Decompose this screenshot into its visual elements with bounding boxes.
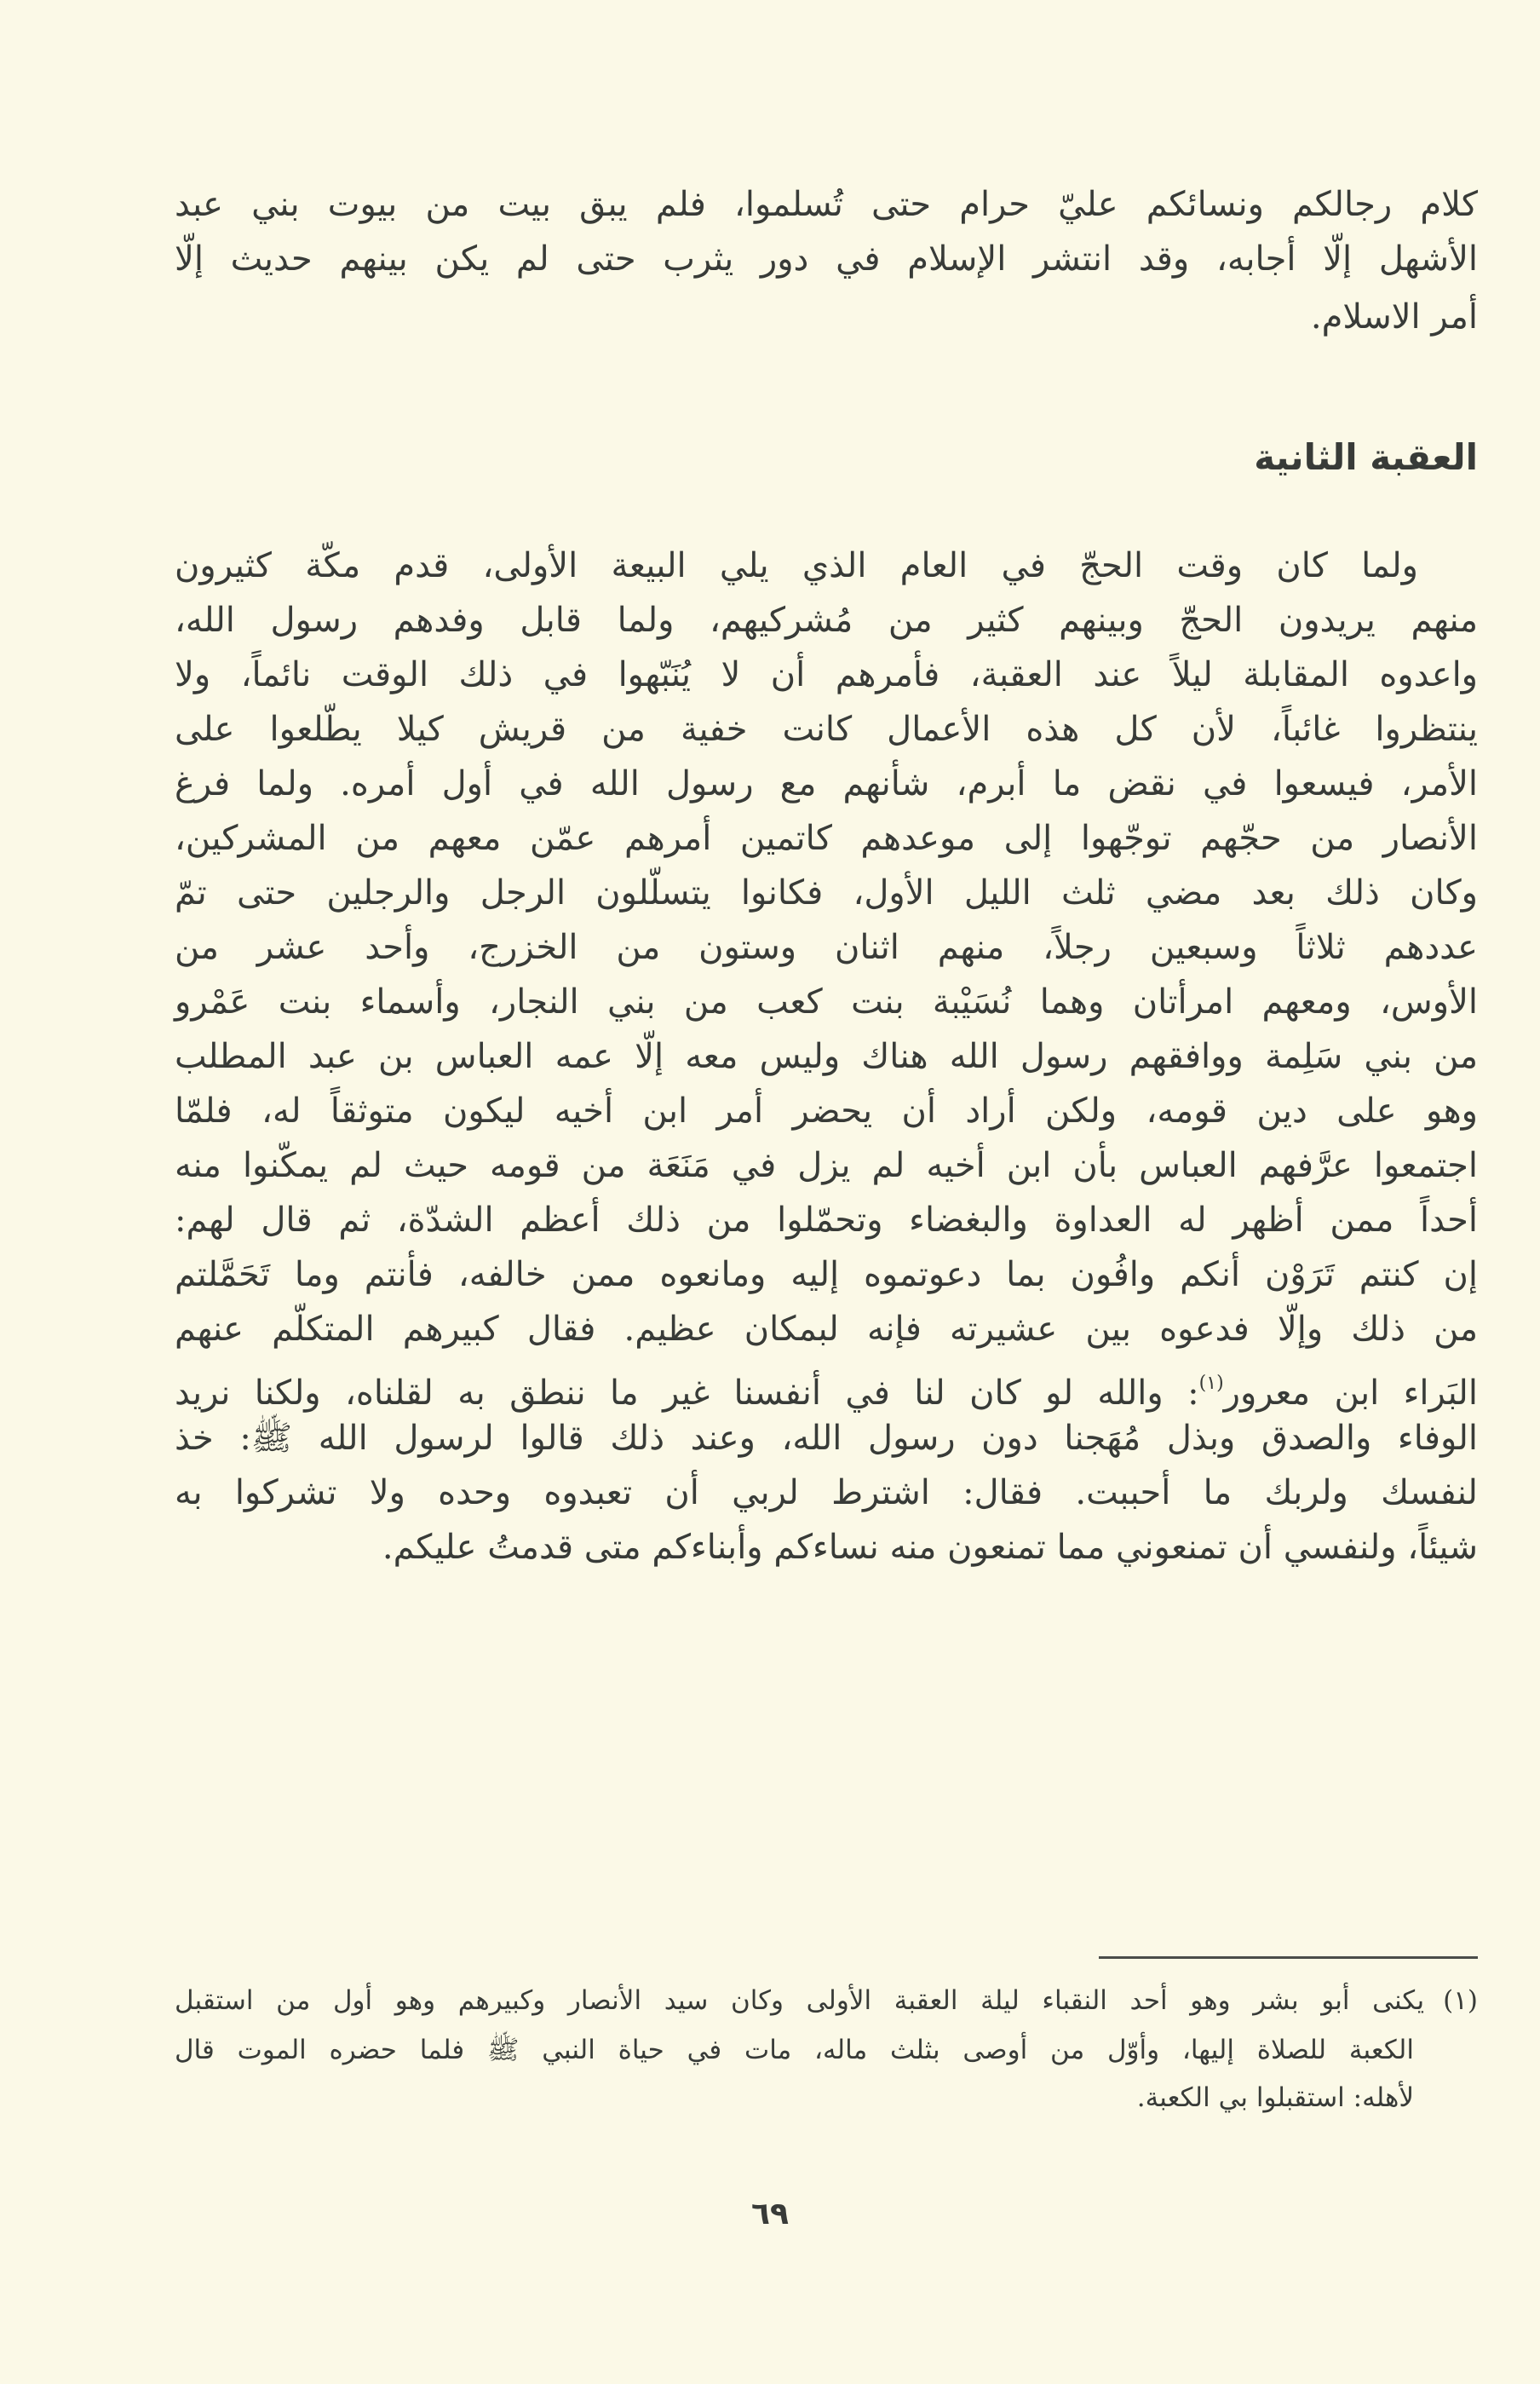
footnote-reference[interactable]: (١) [1198, 1373, 1224, 1394]
section-heading: العقبة الثانية [1254, 436, 1478, 478]
footnote-1-marker: (١) [1443, 1985, 1478, 2016]
footnote-1-line-2: الكعبة للصلاة إليها، وأوّل من أوصى بثلث ماله، مات في حياة النبي ﷺ فلما حضره الموت قال [175, 2035, 1414, 2065]
body-line-2: منهم يريدون الحجّ وبينهم كثير من مُشركيهم، ولما قابل وفدهم رسول الله، [175, 601, 1479, 640]
footnote-1-line-3: لأهله: استقبلوا بي الكعبة. [1136, 2082, 1414, 2113]
body-line-18: لنفسك ولربك ما أحببت. فقال: اشترط لربي أن تعبدوه وحده ولا تشركوا به [175, 1473, 1478, 1512]
body-line-4: ينتظروا غائباً، لأن كل هذه الأعمال كانت خفية من قريش كيلا يطّلعوا على [175, 710, 1478, 749]
page-number: ٦٩ [751, 2197, 789, 2231]
body-line-7: وكان ذلك بعد مضي ثلث الليل الأول، فكانوا يتسلّلون الرجل والرجلين حتى تمّ [175, 873, 1478, 913]
intro-line-1: كلام رجالكم ونسائكم عليّ حرام حتى تُسلموا، فلم يبق بيت من بيوت بني عبد [175, 185, 1479, 224]
body-line-16-start: البَراء ابن معرور [1223, 1373, 1478, 1413]
body-line-9: الأوس، ومعهم امرأتان وهما نُسَيْبة بنت كعب من بني النجار، وأسماء بنت عَمْرو [175, 982, 1478, 1022]
footnote-1-text-1: يكنى أبو بشر وهو أحد النقباء ليلة العقبة الأولى وكان سيد الأنصار وكبيرهم وهو أول من استقبل [175, 1985, 1425, 2016]
intro-line-3: أمر الاسلام. [1310, 297, 1478, 337]
body-line-11: وهو على دين قومه، ولكن أراد أن يحضر أمر ابن أخيه ليكون متوثقاً له، فلمّا [175, 1091, 1478, 1131]
intro-line-2: الأشهل إلّا أجابه، وقد انتشر الإسلام في دور يثرب حتى لم يكن بينهم حديث إلّا [175, 239, 1478, 279]
body-line-13: أحداً ممن أظهر له العداوة والبغضاء وتحمّلوا من ذلك أعظم الشدّة، ثم قال لهم: [175, 1201, 1478, 1240]
body-line-12: اجتمعوا عرَّفهم العباس بأن ابن أخيه لم يزل في مَنَعَة من قومه حيث لم يمكّنوا منه [175, 1146, 1478, 1185]
footnote-1-line-1 [175, 1978, 1478, 2023]
body-line-8: عددهم ثلاثاً وسبعين رجلاً، منهم اثنان وستون من الخزرج، وأحد عشر من [175, 928, 1478, 967]
body-line-14: إن كنتم تَرَوْن أنكم وافُون بما دعوتموه إليه ومانعوه ممن خالفه، فأنتم وما تَحَمَّلتم [175, 1255, 1478, 1294]
body-line-16-rest: : والله لو كان لنا في أنفسنا غير ما ننطق به لقلناه، ولكنا نريد [175, 1373, 1199, 1413]
body-line-10: من بني سَلِمة ووافقهم رسول الله هناك وليس معه إلّا عمه العباس بن عبد المطلب [175, 1037, 1478, 1076]
footnote-separator [1099, 1956, 1478, 1959]
body-line-5: الأمر، فيسعوا في نقض ما أبرم، شأنهم مع رسول الله في أول أمره. ولما فرغ [175, 764, 1478, 803]
body-line-3: واعدوه المقابلة ليلاً عند العقبة، فأمرهم أن لا يُنَبّهوا في ذلك الوقت نائماً، ولا [175, 655, 1478, 694]
body-line-19: شيئاً، ولنفسي أن تمنعوني مما تمنعون منه نساءكم وأبناءكم متى قدمتُ عليكم. [382, 1528, 1478, 1567]
body-line-17: الوفاء والصدق وبذل مُهَجنا دون رسول الله، وعند ذلك قالوا لرسول الله ﷺ: خذ [175, 1419, 1478, 1458]
body-line-16 [175, 1356, 1478, 1411]
body-line-1: ولما كان وقت الحجّ في العام الذي يلي البيعة الأولى، قدم مكّة كثيرون [175, 546, 1418, 585]
body-line-15: من ذلك وإلّا فدعوه بين عشيرته فإنه لبمكان عظيم. فقال كبيرهم المتكلّم عنهم [175, 1310, 1478, 1349]
body-line-6: الأنصار من حجّهم توجّهوا إلى موعدهم كاتمين أمرهم عمّن معهم من المشركين، [175, 819, 1478, 858]
